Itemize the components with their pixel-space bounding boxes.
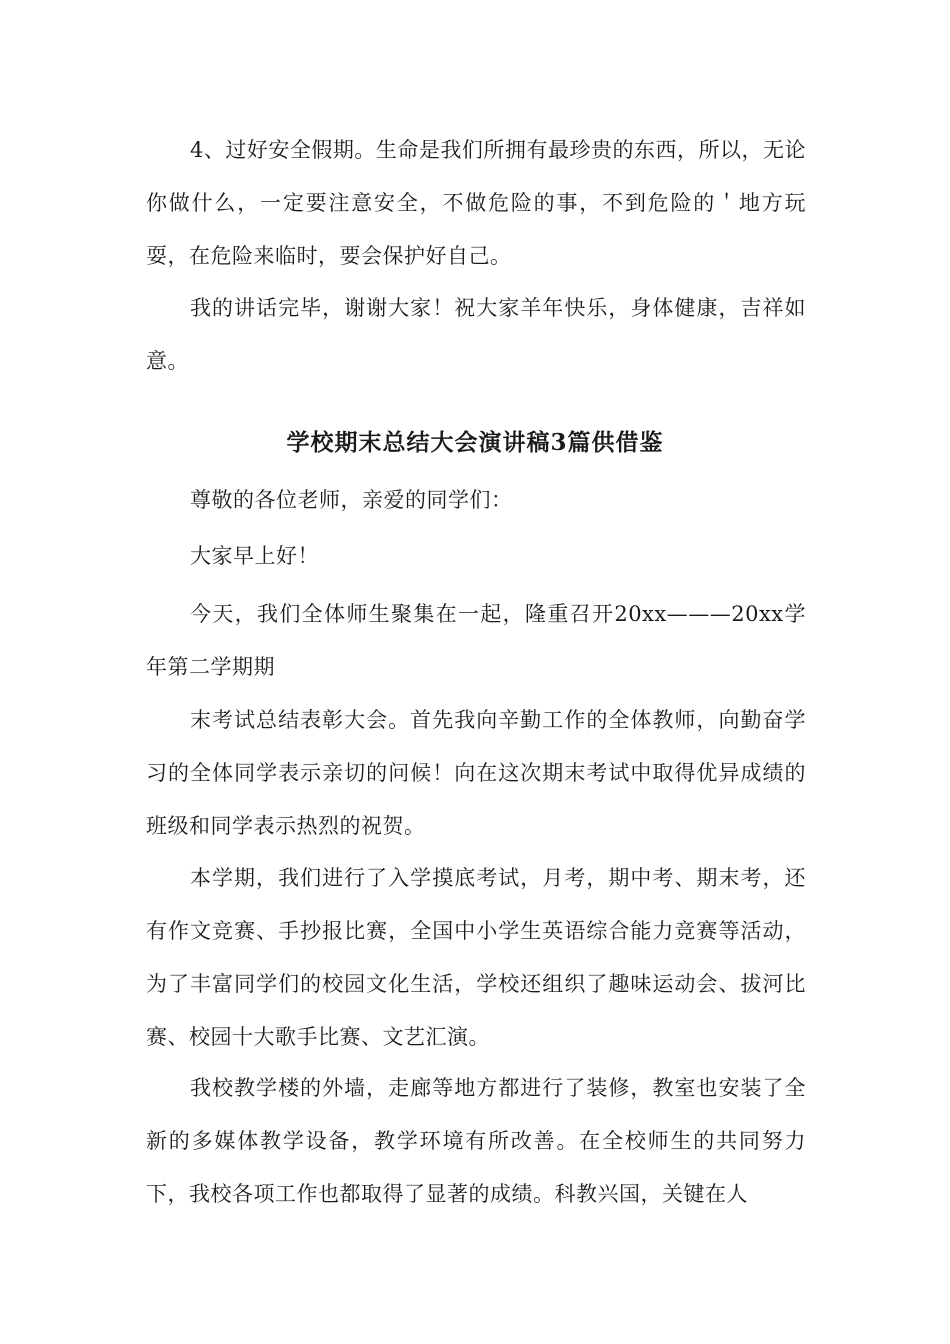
paragraph-salutation: 尊敬的各位老师，亲爱的同学们：	[190, 488, 513, 512]
document-title: 学校期末总结大会演讲稿3篇供借鉴	[286, 429, 664, 456]
paragraph-activities: 本学期，我们进行了入学摸底考试，月考，期中考、期末考，还有作文竞赛、手抄报比赛，全国中小学生英语综合能力竞赛等活动，为了丰富同学们的校园文化生活，学校还组织了趣味运动会、拔河比赛、校园十大歌手比赛、文艺汇演。	[146, 866, 806, 1049]
paragraph-safety-tip: 4、过好安全假期。生命是我们所拥有最珍贵的东西，所以，无论你做什么，一定要注意安全，不做危险的事，不到危险的＇地方玩耍，在危险来临时，要会保护好自己。	[146, 138, 806, 268]
paragraph-congratulations: 末考试总结表彰大会。首先我向辛勤工作的全体教师，向勤奋学习的全体同学表示亲切的问候！向在这次期末考试中取得优异成绩的班级和同学表示热烈的祝贺。	[146, 708, 806, 838]
paragraph-greeting: 大家早上好！	[190, 544, 319, 568]
paragraph-opening: 今天，我们全体师生聚集在一起，隆重召开20xx———20xx学年第二学期期	[146, 602, 806, 679]
paragraph-closing-remarks: 我的讲话完毕，谢谢大家！祝大家羊年快乐，身体健康，吉祥如意。	[146, 296, 806, 373]
paragraph-achievements: 我校教学楼的外墙，走廊等地方都进行了装修，教室也安装了全新的多媒体教学设备，教学环境有所改善。在全校师生的共同努力下，我校各项工作也都取得了显著的成绩。科教兴国，关键在人	[146, 1076, 806, 1206]
